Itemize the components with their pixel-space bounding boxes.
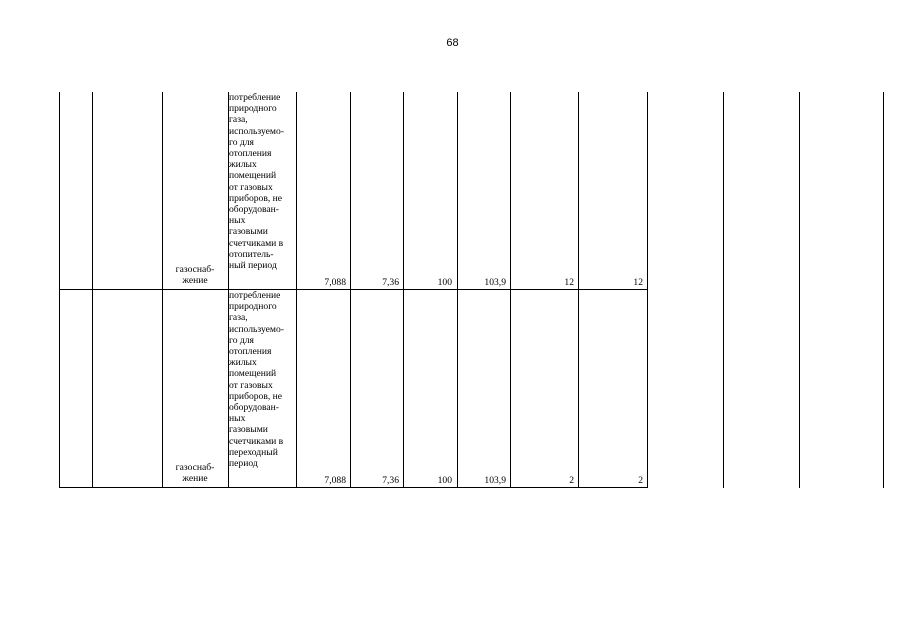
table-rule: [457, 92, 458, 488]
description-line: счетчиками в: [229, 435, 284, 447]
description-line: го для: [229, 334, 254, 346]
description-line: газовыми: [229, 424, 268, 436]
description-line: отопитель-: [229, 248, 274, 260]
service-cell: [164, 264, 226, 286]
table-rule: [799, 92, 800, 488]
description-line: помещений: [229, 368, 277, 380]
table-rule: [59, 92, 60, 488]
description-line: оборудован-: [229, 402, 280, 414]
description-line: отопления: [229, 148, 272, 160]
value-cell: 2: [638, 475, 643, 486]
service-cell: [164, 462, 226, 484]
description-line: потребление: [229, 290, 281, 301]
value-cell: 100: [437, 277, 452, 288]
description-line: ных: [229, 413, 246, 425]
description-cell: [229, 290, 349, 469]
value-cell: 7,088: [324, 277, 346, 288]
description-line: газа,: [229, 312, 248, 324]
description-line: приборов, не: [229, 390, 283, 402]
value-cell: 12: [633, 277, 643, 288]
description-line: оборудован-: [229, 204, 280, 216]
description-line: жилых: [229, 357, 257, 369]
description-line: го для: [229, 136, 254, 148]
description-line: газовыми: [229, 226, 268, 238]
value-cell: 103,9: [484, 475, 506, 486]
description-line: от газовых: [229, 181, 273, 193]
table-rule: [510, 92, 511, 488]
description-cell: [229, 92, 349, 271]
service-line: газоснаб-: [175, 462, 215, 473]
description-line: от газовых: [229, 379, 273, 391]
description-line: жилых: [229, 159, 257, 171]
description-line: переходный: [229, 446, 278, 458]
service-line: жение: [182, 275, 208, 287]
table-rule: [92, 92, 93, 488]
description-line: природного: [229, 103, 277, 115]
value-cell: 100: [437, 475, 452, 486]
page-number: 68: [446, 37, 459, 49]
table-rule: [350, 92, 351, 488]
table-rule: [647, 92, 648, 488]
value-cell: 2: [569, 475, 574, 486]
description-line: природного: [229, 301, 277, 313]
description-line: счетчиками в: [229, 237, 284, 249]
service-line: жение: [182, 473, 208, 485]
description-line: период: [229, 458, 258, 470]
table-rule: [403, 92, 404, 488]
table-rule: [883, 92, 884, 488]
value-cell: 7,36: [382, 475, 399, 486]
row-separator: [59, 487, 647, 488]
row-separator: [59, 289, 647, 290]
table-rule: [723, 92, 724, 488]
description-line: помещений: [229, 170, 277, 182]
description-line: потребление: [229, 92, 281, 103]
description-line: ный период: [229, 260, 277, 272]
service-line: газоснаб-: [175, 264, 215, 275]
description-line: используемо-: [229, 125, 284, 137]
description-line: отопления: [229, 346, 272, 358]
value-cell: 7,36: [382, 277, 399, 288]
table-rule: [162, 92, 163, 488]
value-cell: 7,088: [324, 475, 346, 486]
value-cell: 103,9: [484, 277, 506, 288]
description-line: газа,: [229, 114, 248, 126]
description-line: используемо-: [229, 323, 284, 335]
description-line: ных: [229, 215, 246, 227]
description-line: приборов, не: [229, 192, 283, 204]
value-cell: 12: [564, 277, 574, 288]
table-rule: [578, 92, 579, 488]
